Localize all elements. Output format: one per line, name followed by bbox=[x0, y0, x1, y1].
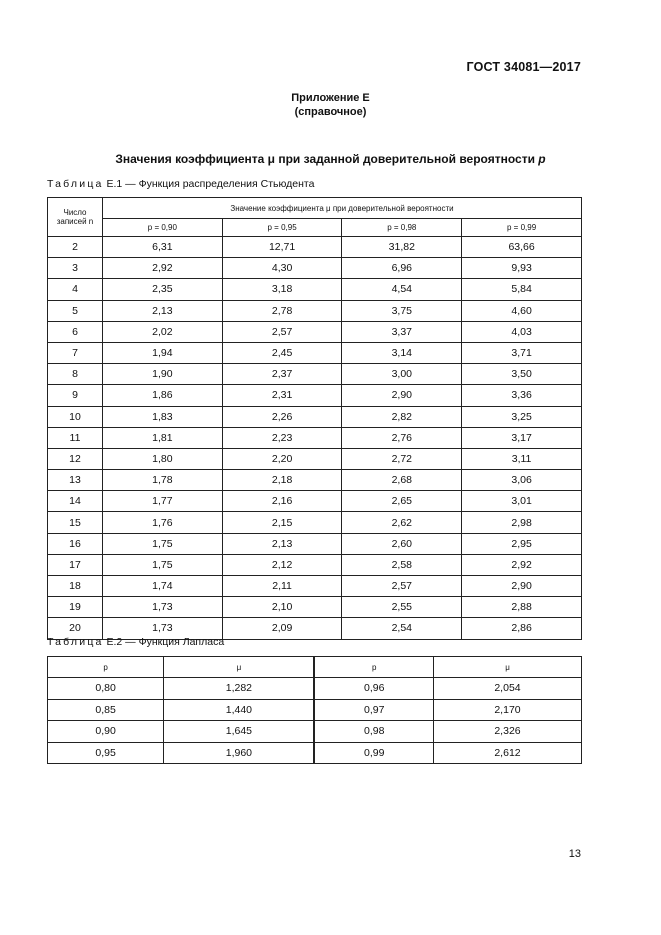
table-cell: 3 bbox=[48, 258, 103, 279]
table-cell: 0,95 bbox=[48, 742, 164, 764]
annex-title: Приложение Е bbox=[291, 92, 370, 104]
section-title bbox=[0, 152, 661, 166]
table-cell: 1,76 bbox=[103, 512, 223, 533]
document-id: ГОСТ 34081—2017 bbox=[466, 60, 581, 74]
table-cell: 1,75 bbox=[103, 533, 223, 554]
table-cell: 18 bbox=[48, 576, 103, 597]
table-cell: 15 bbox=[48, 512, 103, 533]
table-cell: 2,326 bbox=[433, 721, 581, 743]
table-row bbox=[48, 721, 582, 743]
annex-heading bbox=[0, 91, 661, 119]
table-cell: 1,94 bbox=[103, 342, 223, 363]
table-row bbox=[48, 364, 582, 385]
table-cell: 2,82 bbox=[342, 406, 462, 427]
col-header-mu: μ bbox=[433, 657, 581, 678]
table-cell: 1,73 bbox=[103, 618, 223, 639]
table-cell: 1,440 bbox=[164, 699, 315, 721]
table-cell: 2,62 bbox=[342, 512, 462, 533]
table-cell: 2,09 bbox=[222, 618, 342, 639]
annex-subtitle: (справочное) bbox=[294, 106, 367, 118]
table-cell: 3,71 bbox=[462, 342, 582, 363]
table-cell: 2,92 bbox=[462, 554, 582, 575]
table-cell: 20 bbox=[48, 618, 103, 639]
table-cell: 1,78 bbox=[103, 470, 223, 491]
table-cell: 10 bbox=[48, 406, 103, 427]
table-cell: 31,82 bbox=[342, 237, 462, 258]
table-cell: 2 bbox=[48, 237, 103, 258]
table-cell: 0,99 bbox=[314, 742, 433, 764]
table-cell: 2,57 bbox=[342, 576, 462, 597]
table1-caption-text: Е.1 — Функция распределения Стьюдента bbox=[106, 178, 315, 190]
table-row bbox=[48, 554, 582, 575]
table-cell: 2,45 bbox=[222, 342, 342, 363]
section-title-variable: p bbox=[538, 152, 546, 166]
table-cell: 2,37 bbox=[222, 364, 342, 385]
table-cell: 9,93 bbox=[462, 258, 582, 279]
table-row bbox=[48, 342, 582, 363]
table-cell: 19 bbox=[48, 597, 103, 618]
table-cell: 2,23 bbox=[222, 427, 342, 448]
table-cell: 9 bbox=[48, 385, 103, 406]
table-cell: 2,65 bbox=[342, 491, 462, 512]
table-cell: 2,31 bbox=[222, 385, 342, 406]
table-cell: 6,31 bbox=[103, 237, 223, 258]
col-header-p: p bbox=[48, 657, 164, 678]
table-cell: 5 bbox=[48, 300, 103, 321]
table-cell: 0,97 bbox=[314, 699, 433, 721]
col-header-mu: μ bbox=[164, 657, 315, 678]
table-cell: 3,00 bbox=[342, 364, 462, 385]
table-row bbox=[48, 678, 582, 700]
table-cell: 2,88 bbox=[462, 597, 582, 618]
table-cell: 4,30 bbox=[222, 258, 342, 279]
table-cell: 2,11 bbox=[222, 576, 342, 597]
table2-caption-prefix: Таблица bbox=[47, 636, 104, 648]
table-cell: 3,50 bbox=[462, 364, 582, 385]
table-row bbox=[48, 300, 582, 321]
table-cell: 2,90 bbox=[462, 576, 582, 597]
table-cell: 14 bbox=[48, 491, 103, 512]
table-cell: 2,54 bbox=[342, 618, 462, 639]
table-cell: 3,17 bbox=[462, 427, 582, 448]
table-cell: 1,75 bbox=[103, 554, 223, 575]
table-cell: 2,26 bbox=[222, 406, 342, 427]
table-cell: 2,13 bbox=[222, 533, 342, 554]
table-cell: 0,85 bbox=[48, 699, 164, 721]
page-number: 13 bbox=[568, 848, 581, 860]
table-cell: 1,77 bbox=[103, 491, 223, 512]
table-cell: 2,57 bbox=[222, 321, 342, 342]
table-cell: 2,72 bbox=[342, 448, 462, 469]
table-cell: 2,98 bbox=[462, 512, 582, 533]
table-cell: 2,86 bbox=[462, 618, 582, 639]
table-cell: 1,960 bbox=[164, 742, 315, 764]
table-cell: 1,645 bbox=[164, 721, 315, 743]
table-cell: 2,15 bbox=[222, 512, 342, 533]
table-cell: 6 bbox=[48, 321, 103, 342]
table-cell: 1,83 bbox=[103, 406, 223, 427]
col-header-p: p bbox=[314, 657, 433, 678]
table-cell: 12,71 bbox=[222, 237, 342, 258]
col-header-p090: p = 0,90 bbox=[103, 219, 223, 237]
table1-caption bbox=[47, 178, 314, 190]
table-cell: 0,98 bbox=[314, 721, 433, 743]
table-cell: 0,96 bbox=[314, 678, 433, 700]
table-cell: 1,74 bbox=[103, 576, 223, 597]
table-cell: 3,01 bbox=[462, 491, 582, 512]
table-cell: 3,36 bbox=[462, 385, 582, 406]
section-title-text: Значения коэффициента μ при заданной доверительной вероятности bbox=[115, 152, 535, 166]
table-cell: 2,68 bbox=[342, 470, 462, 491]
table-row bbox=[48, 491, 582, 512]
table-cell: 12 bbox=[48, 448, 103, 469]
col-header-p095: p = 0,95 bbox=[222, 219, 342, 237]
table-cell: 2,90 bbox=[342, 385, 462, 406]
table-cell: 2,78 bbox=[222, 300, 342, 321]
table-cell: 1,81 bbox=[103, 427, 223, 448]
table-row bbox=[48, 237, 582, 258]
table-row bbox=[48, 385, 582, 406]
table-cell: 2,58 bbox=[342, 554, 462, 575]
table-cell: 3,14 bbox=[342, 342, 462, 363]
table-cell: 1,73 bbox=[103, 597, 223, 618]
table-cell: 1,80 bbox=[103, 448, 223, 469]
table-cell: 2,612 bbox=[433, 742, 581, 764]
table-cell: 2,18 bbox=[222, 470, 342, 491]
table-cell: 6,96 bbox=[342, 258, 462, 279]
table-row bbox=[48, 597, 582, 618]
table-cell: 3,11 bbox=[462, 448, 582, 469]
table-cell: 1,86 bbox=[103, 385, 223, 406]
table-row bbox=[48, 448, 582, 469]
table-row bbox=[48, 406, 582, 427]
col-header-p098: p = 0,98 bbox=[342, 219, 462, 237]
table-cell: 2,35 bbox=[103, 279, 223, 300]
table-cell: 2,92 bbox=[103, 258, 223, 279]
table-cell: 2,054 bbox=[433, 678, 581, 700]
table-cell: 1,90 bbox=[103, 364, 223, 385]
table-row bbox=[48, 699, 582, 721]
table-cell: 7 bbox=[48, 342, 103, 363]
table-cell: 13 bbox=[48, 470, 103, 491]
table-cell: 3,25 bbox=[462, 406, 582, 427]
table-row bbox=[48, 742, 582, 764]
table-cell: 63,66 bbox=[462, 237, 582, 258]
table-row bbox=[48, 576, 582, 597]
table-cell: 2,76 bbox=[342, 427, 462, 448]
table-row bbox=[48, 512, 582, 533]
table-cell: 4,03 bbox=[462, 321, 582, 342]
student-distribution-table bbox=[47, 197, 582, 640]
table-row bbox=[48, 427, 582, 448]
table-cell: 3,18 bbox=[222, 279, 342, 300]
table1-caption-prefix: Таблица bbox=[47, 178, 104, 190]
table-cell: 1,282 bbox=[164, 678, 315, 700]
table-cell: 0,90 bbox=[48, 721, 164, 743]
table-cell: 17 bbox=[48, 554, 103, 575]
table-cell: 8 bbox=[48, 364, 103, 385]
col-header-records: Число записей n bbox=[48, 198, 103, 237]
table-cell: 2,13 bbox=[103, 300, 223, 321]
table-cell: 4,60 bbox=[462, 300, 582, 321]
table-cell: 2,16 bbox=[222, 491, 342, 512]
table-cell: 4 bbox=[48, 279, 103, 300]
table-row bbox=[48, 321, 582, 342]
table-cell: 11 bbox=[48, 427, 103, 448]
table2-caption-text: Е.2 — Функция Лапласа bbox=[106, 636, 225, 648]
table-cell: 2,10 bbox=[222, 597, 342, 618]
table-cell: 2,60 bbox=[342, 533, 462, 554]
table-cell: 2,95 bbox=[462, 533, 582, 554]
table-cell: 2,170 bbox=[433, 699, 581, 721]
table-cell: 4,54 bbox=[342, 279, 462, 300]
table-cell: 2,12 bbox=[222, 554, 342, 575]
table-cell: 5,84 bbox=[462, 279, 582, 300]
table-cell: 3,37 bbox=[342, 321, 462, 342]
table-row bbox=[48, 533, 582, 554]
table-row bbox=[48, 258, 582, 279]
table-cell: 2,02 bbox=[103, 321, 223, 342]
table-cell: 3,75 bbox=[342, 300, 462, 321]
col-group-header: Значение коэффициента μ при доверительной вероятности bbox=[103, 198, 582, 219]
table-cell: 2,55 bbox=[342, 597, 462, 618]
table-cell: 3,06 bbox=[462, 470, 582, 491]
table2-caption bbox=[47, 636, 224, 648]
laplace-function-table bbox=[47, 656, 582, 764]
table-cell: 16 bbox=[48, 533, 103, 554]
table-cell: 2,20 bbox=[222, 448, 342, 469]
table-row bbox=[48, 470, 582, 491]
col-header-p099: p = 0,99 bbox=[462, 219, 582, 237]
table-cell: 0,80 bbox=[48, 678, 164, 700]
table-row bbox=[48, 279, 582, 300]
